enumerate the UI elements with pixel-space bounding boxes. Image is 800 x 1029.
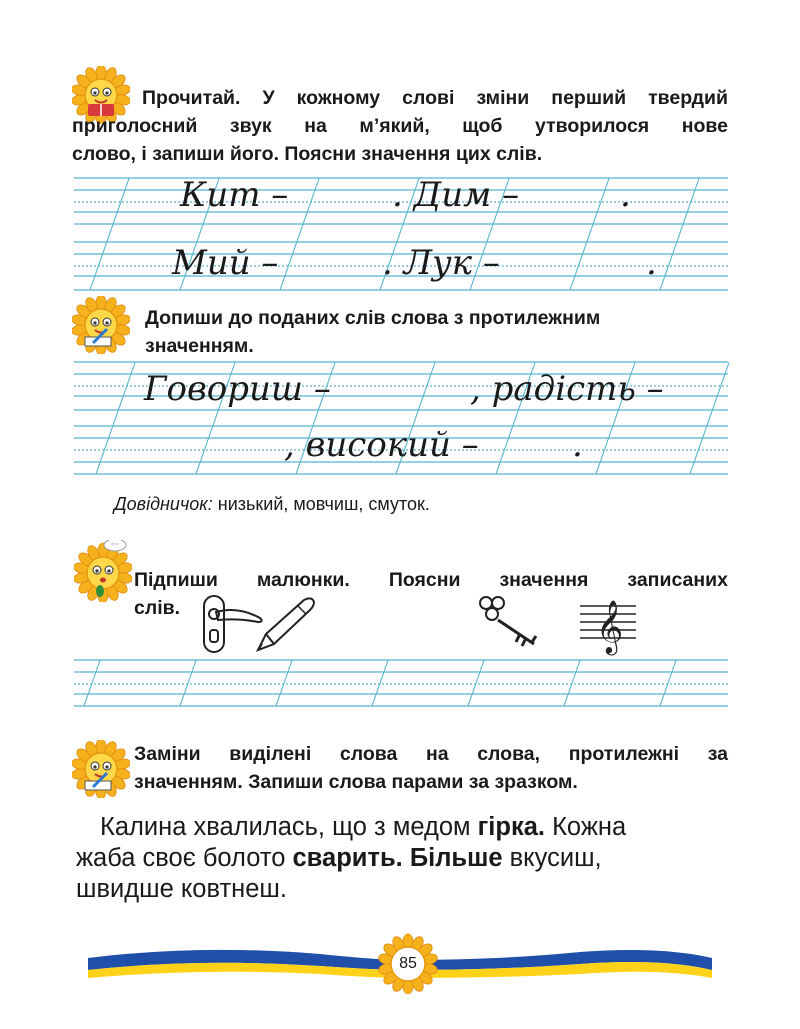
highlighted-word: Більше [409, 844, 503, 872]
ruling-line [570, 178, 609, 290]
ruling-line [96, 362, 135, 474]
highlighted-word: сварить. [292, 844, 403, 872]
text-segment: вкусиш, [502, 844, 602, 872]
instruction-line: слово, і запиши його. Поясни значення цих слів. [72, 143, 543, 165]
ruling-line [660, 178, 699, 290]
instruction-line: Допиши до поданих слів слова з протилежним [145, 307, 601, 329]
sun-thinking-icon [74, 540, 132, 602]
ruling-line [660, 660, 676, 706]
cursive-word: Кит – [180, 175, 289, 215]
task2-instruction [145, 304, 735, 360]
cursive-word: . Дим – [392, 175, 520, 215]
cursive-word: . [620, 175, 631, 215]
hint-words: низький, мовчиш, смуток. [217, 494, 430, 514]
instruction-line: Прочитай. У кожному слові зміни перший твердий [142, 87, 728, 109]
instruction-line: значенням. [145, 335, 254, 357]
text-segment: Кожна [544, 813, 627, 841]
text-line: швидше ковтнеш. [76, 875, 287, 903]
cursive-word: , радість – [470, 369, 664, 409]
key-icon [476, 594, 546, 650]
hint [114, 494, 430, 515]
text-segment: Калина хвалилась, що з медом [100, 813, 478, 841]
highlighted-word: гірка. [477, 813, 545, 841]
ruling-line [276, 660, 292, 706]
instruction-line: Заміни виділені слова на слова, протилежні за [134, 743, 728, 765]
ruling-line [84, 660, 100, 706]
ruling-line [90, 178, 129, 290]
ruling-line [372, 660, 388, 706]
text-segment [403, 844, 410, 872]
hint-label: Довідничок: [114, 494, 213, 514]
sun-writing-icon [72, 296, 130, 354]
svg-text:···: ··· [110, 540, 120, 550]
ruling-line [468, 660, 484, 706]
instruction-line: Підпиши малюнки. Поясни значення записаних [134, 569, 728, 591]
task4-instruction [134, 740, 728, 796]
cursive-word: Мий – [172, 243, 279, 283]
pen-icon [252, 594, 318, 654]
ruling-line [690, 362, 729, 474]
instruction-line: значенням. Запиши слова парами за зразком. [134, 771, 578, 793]
cursive-word: . [572, 425, 583, 465]
cursive-word: . Лук – [382, 243, 500, 283]
sun-writing-icon [72, 740, 130, 798]
text-segment: жаба своє болото [76, 844, 293, 872]
proverbs-text [76, 812, 736, 905]
treble-clef-icon [574, 590, 642, 658]
ruling-line [564, 660, 580, 706]
instruction-line: приголосний звук на м’який, щоб утворилося нове [72, 115, 728, 137]
ruling-line [180, 660, 196, 706]
page-number: 85 [399, 955, 417, 972]
cursive-word: Говориш – [144, 369, 331, 409]
cursive-word: , високий – [284, 425, 479, 465]
task1-instruction [72, 84, 728, 168]
svg-text:𝄞: 𝄞 [596, 599, 624, 653]
cursive-word: . [646, 243, 657, 283]
instruction-line: слів. [134, 597, 181, 619]
